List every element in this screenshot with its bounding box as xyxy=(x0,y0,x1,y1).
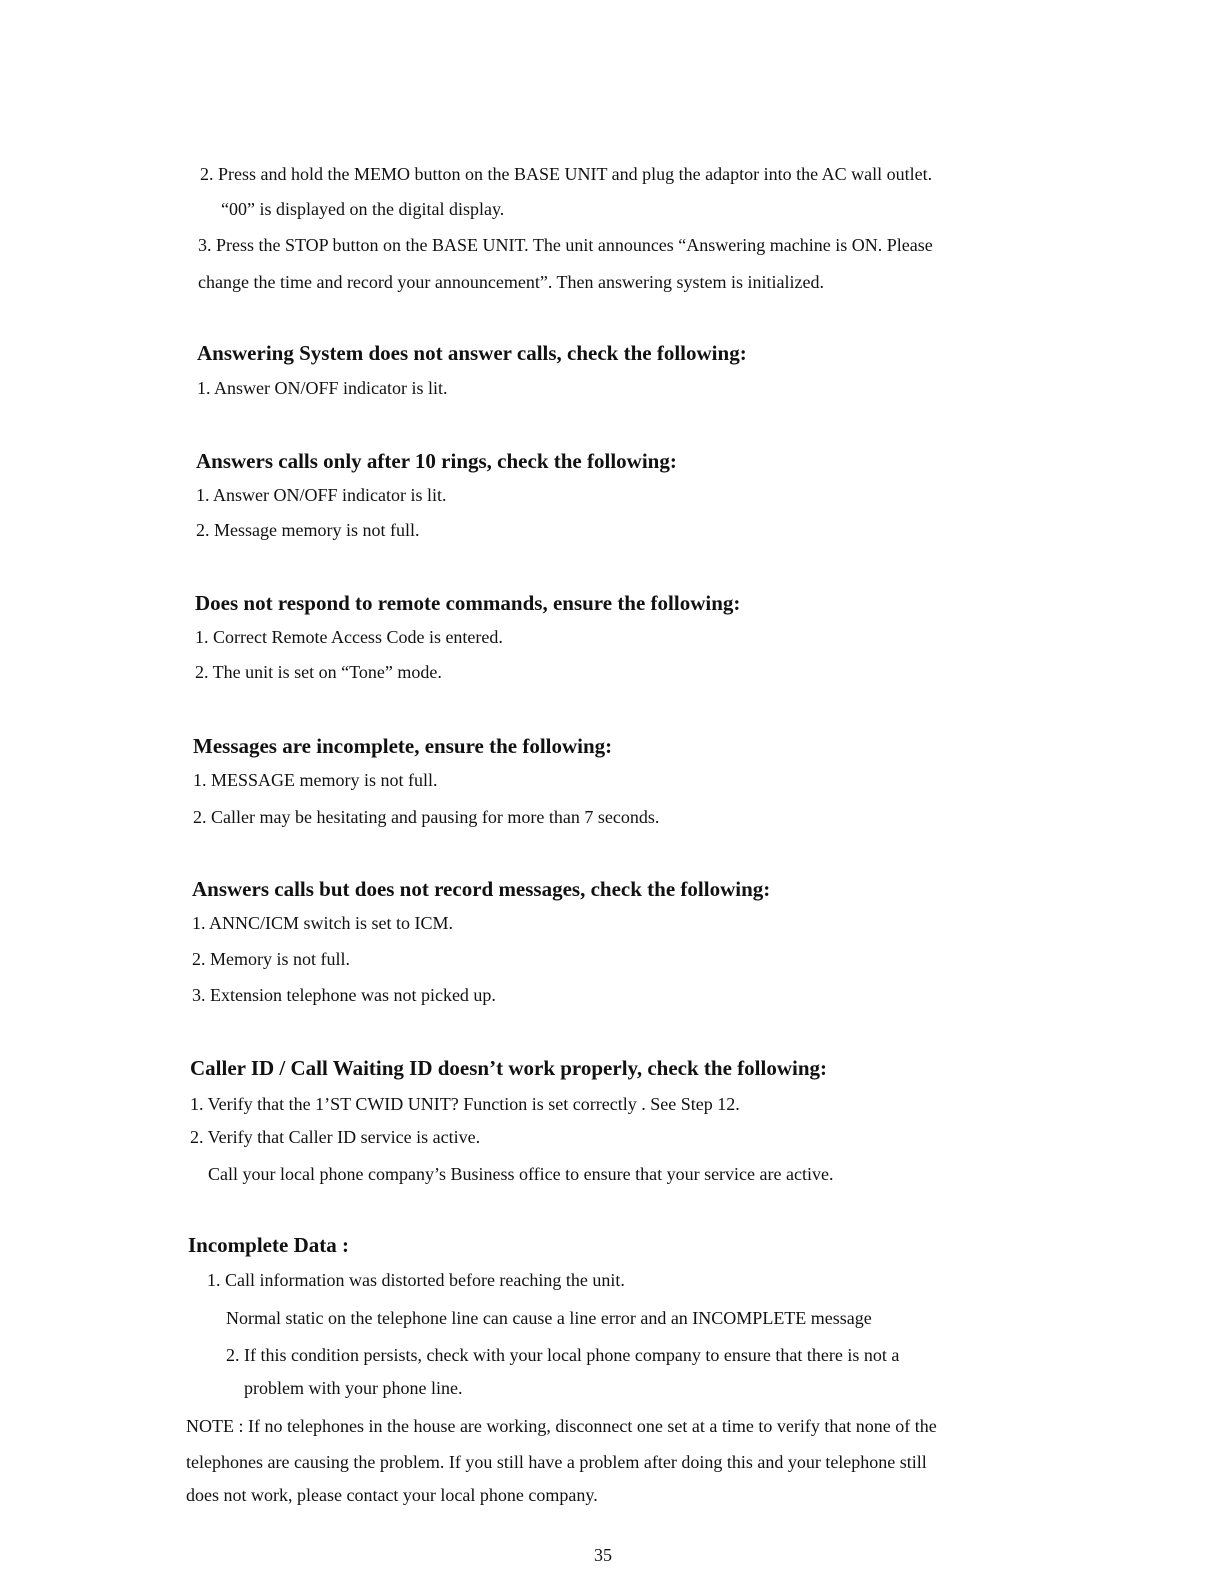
page-number: 35 xyxy=(594,1545,612,1565)
list-item: 1. Verify that the 1’ST CWID UNIT? Function is set correctly . See Step 12. xyxy=(190,1094,740,1114)
list-item: 2. Caller may be hesitating and pausing for more than 7 seconds. xyxy=(193,807,660,827)
list-item: 1. ANNC/ICM switch is set to ICM. xyxy=(192,913,454,933)
list-item-detail: Call your local phone company’s Business office to ensure that your service are active. xyxy=(208,1164,834,1184)
list-item: 1. Answer ON/OFF indicator is lit. xyxy=(197,378,448,398)
section-heading: Messages are incomplete, ensure the following: xyxy=(193,734,613,758)
section-heading: Answers calls but does not record messages, check the following: xyxy=(192,877,771,901)
list-item: 1. Answer ON/OFF indicator is lit. xyxy=(196,485,447,505)
note-line-1: NOTE : If no telephones in the house are working, disconnect one set at a time to verify that none of the xyxy=(186,1416,937,1436)
list-item: 2. Verify that Caller ID service is active. xyxy=(190,1127,481,1147)
step-2-line-2: “00” is displayed on the digital display. xyxy=(221,199,505,219)
list-item-detail: Normal static on the telephone line can cause a line error and an INCOMPLETE message xyxy=(226,1308,872,1328)
list-item: 2. Message memory is not full. xyxy=(196,520,420,540)
list-item: 2. The unit is set on “Tone” mode. xyxy=(195,662,442,682)
step-3-line-1: 3. Press the STOP button on the BASE UNIT. The unit announces “Answering machine is ON. Please xyxy=(198,235,933,255)
list-item-detail: problem with your phone line. xyxy=(244,1378,463,1398)
note-line-2: telephones are causing the problem. If you still have a problem after doing this and your telephone still xyxy=(186,1452,927,1472)
list-item: 3. Extension telephone was not picked up. xyxy=(192,985,496,1005)
list-item: 1. Call information was distorted before reaching the unit. xyxy=(207,1270,625,1290)
section-heading: Does not respond to remote commands, ensure the following: xyxy=(195,591,741,615)
note-line-3: does not work, please contact your local phone company. xyxy=(186,1485,598,1505)
section-heading: Incomplete Data : xyxy=(188,1233,349,1257)
list-item: 2. If this condition persists, check with your local phone company to ensure that there is not a xyxy=(226,1345,900,1365)
list-item: 1. MESSAGE memory is not full. xyxy=(193,770,438,790)
step-2-line-1: 2. Press and hold the MEMO button on the BASE UNIT and plug the adaptor into the AC wall outlet. xyxy=(200,164,933,184)
list-item: 1. Correct Remote Access Code is entered. xyxy=(195,627,503,647)
step-3-line-2: change the time and record your announcement”. Then answering system is initialized. xyxy=(198,272,824,292)
section-heading: Answers calls only after 10 rings, check the following: xyxy=(196,449,677,473)
list-item: 2. Memory is not full. xyxy=(192,949,350,969)
section-heading: Answering System does not answer calls, check the following: xyxy=(197,341,747,365)
section-heading: Caller ID / Call Waiting ID doesn’t work properly, check the following: xyxy=(190,1056,828,1080)
